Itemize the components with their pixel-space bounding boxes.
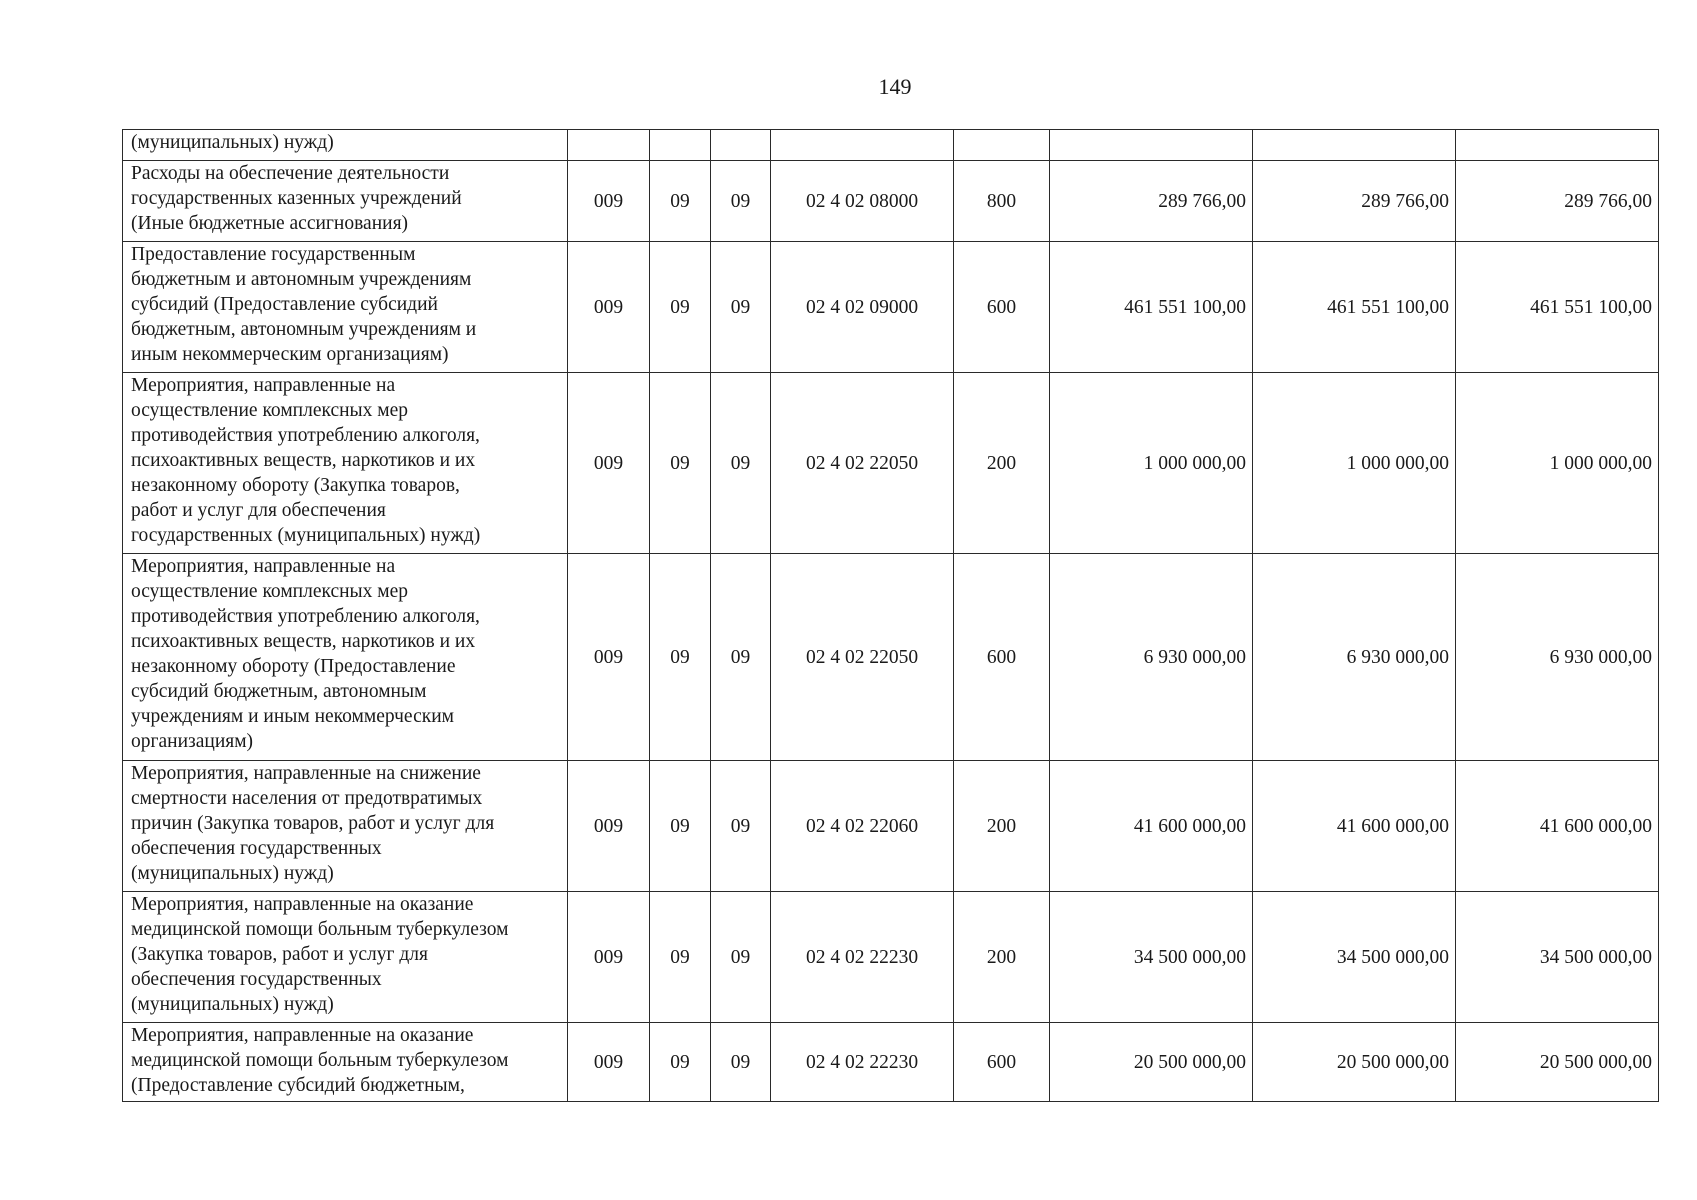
table-row bbox=[123, 892, 1659, 1023]
ministry-code: 009 bbox=[568, 242, 650, 373]
ministry-code-cell bbox=[568, 130, 650, 161]
amount-cell bbox=[1050, 130, 1253, 161]
expense-type-code: 600 bbox=[954, 242, 1050, 373]
table-row bbox=[123, 242, 1659, 373]
amount-year-1: 1 000 000,00 bbox=[1050, 373, 1253, 554]
expense-type-code: 800 bbox=[954, 161, 1050, 242]
subsection-code: 09 bbox=[711, 373, 771, 554]
amount-year-2: 289 766,00 bbox=[1253, 161, 1456, 242]
section-code: 09 bbox=[650, 242, 711, 373]
table-row bbox=[123, 373, 1659, 554]
target-article-code: 02 4 02 22050 bbox=[771, 373, 954, 554]
subsection-code: 09 bbox=[711, 161, 771, 242]
section-code: 09 bbox=[650, 554, 711, 761]
amount-year-2: 6 930 000,00 bbox=[1253, 554, 1456, 761]
expense-type-code: 200 bbox=[954, 373, 1050, 554]
table-row bbox=[123, 554, 1659, 761]
amount-year-2: 41 600 000,00 bbox=[1253, 761, 1456, 892]
ministry-code: 009 bbox=[568, 761, 650, 892]
subsection-code: 09 bbox=[711, 892, 771, 1023]
target-article-code: 02 4 02 22060 bbox=[771, 761, 954, 892]
row-description: Мероприятия, направленные на оказание медицинской помощи больным туберкулезом (Закупка товаров, работ и услуг для обеспечения государственных (муниципальных) нужд) bbox=[123, 892, 568, 1023]
amount-year-3: 1 000 000,00 bbox=[1456, 373, 1659, 554]
section-code: 09 bbox=[650, 761, 711, 892]
ministry-code: 009 bbox=[568, 161, 650, 242]
row-description: Мероприятия, направленные на осуществление комплексных мер противодействия употреблению алкоголя, психоактивных веществ, наркотиков и их незаконному обороту (Предоставление субсидий бюджетным, автономным учреждениям и иным некоммерческим организациям) bbox=[123, 554, 568, 761]
section-code: 09 bbox=[650, 1023, 711, 1102]
budget-expenditure-table bbox=[122, 129, 1659, 1102]
target-article-code: 02 4 02 09000 bbox=[771, 242, 954, 373]
expense-type-code: 600 bbox=[954, 554, 1050, 761]
amount-year-3: 6 930 000,00 bbox=[1456, 554, 1659, 761]
row-description: (муниципальных) нужд) bbox=[123, 130, 568, 161]
row-description: Мероприятия, направленные на снижение смертности населения от предотвратимых причин (Закупка товаров, работ и услуг для обеспечения государственных (муниципальных) нужд) bbox=[123, 761, 568, 892]
amount-year-1: 461 551 100,00 bbox=[1050, 242, 1253, 373]
target-article-code: 02 4 02 22230 bbox=[771, 1023, 954, 1102]
amount-year-1: 289 766,00 bbox=[1050, 161, 1253, 242]
expense-type-code: 200 bbox=[954, 761, 1050, 892]
expense-type-code: 600 bbox=[954, 1023, 1050, 1102]
ministry-code: 009 bbox=[568, 554, 650, 761]
row-description: Мероприятия, направленные на оказание медицинской помощи больным туберкулезом (Предоставление субсидий бюджетным, bbox=[123, 1023, 568, 1102]
row-description: Предоставление государственным бюджетным и автономным учреждениям субсидий (Предоставление субсидий бюджетным, автономным учреждениям и иным некоммерческим организациям) bbox=[123, 242, 568, 373]
section-code-cell bbox=[650, 130, 711, 161]
amount-cell bbox=[1253, 130, 1456, 161]
amount-year-1: 6 930 000,00 bbox=[1050, 554, 1253, 761]
amount-year-3: 20 500 000,00 bbox=[1456, 1023, 1659, 1102]
subsection-code: 09 bbox=[711, 761, 771, 892]
ministry-code: 009 bbox=[568, 373, 650, 554]
section-code: 09 bbox=[650, 161, 711, 242]
subsection-code: 09 bbox=[711, 554, 771, 761]
table-row bbox=[123, 1023, 1659, 1102]
amount-year-3: 461 551 100,00 bbox=[1456, 242, 1659, 373]
subsection-code-cell bbox=[711, 130, 771, 161]
amount-cell bbox=[1456, 130, 1659, 161]
amount-year-2: 1 000 000,00 bbox=[1253, 373, 1456, 554]
ministry-code: 009 bbox=[568, 892, 650, 1023]
row-description: Мероприятия, направленные на осуществление комплексных мер противодействия употреблению алкоголя, психоактивных веществ, наркотиков и их незаконному обороту (Закупка товаров, работ и услуг для обеспечения государственных (муниципальных) нужд) bbox=[123, 373, 568, 554]
target-article-code: 02 4 02 08000 bbox=[771, 161, 954, 242]
section-code: 09 bbox=[650, 892, 711, 1023]
subsection-code: 09 bbox=[711, 1023, 771, 1102]
amount-year-3: 41 600 000,00 bbox=[1456, 761, 1659, 892]
table-row bbox=[123, 761, 1659, 892]
ministry-code: 009 bbox=[568, 1023, 650, 1102]
target-article-code: 02 4 02 22230 bbox=[771, 892, 954, 1023]
amount-year-1: 20 500 000,00 bbox=[1050, 1023, 1253, 1102]
amount-year-1: 34 500 000,00 bbox=[1050, 892, 1253, 1023]
amount-year-3: 289 766,00 bbox=[1456, 161, 1659, 242]
amount-year-2: 461 551 100,00 bbox=[1253, 242, 1456, 373]
expense-type-code: 200 bbox=[954, 892, 1050, 1023]
table-row-continued bbox=[123, 130, 1659, 161]
target-article-code: 02 4 02 22050 bbox=[771, 554, 954, 761]
amount-year-3: 34 500 000,00 bbox=[1456, 892, 1659, 1023]
subsection-code: 09 bbox=[711, 242, 771, 373]
target-article-cell bbox=[771, 130, 954, 161]
section-code: 09 bbox=[650, 373, 711, 554]
expense-type-cell bbox=[954, 130, 1050, 161]
amount-year-2: 20 500 000,00 bbox=[1253, 1023, 1456, 1102]
amount-year-2: 34 500 000,00 bbox=[1253, 892, 1456, 1023]
page-number: 149 bbox=[878, 74, 912, 99]
amount-year-1: 41 600 000,00 bbox=[1050, 761, 1253, 892]
table-row bbox=[123, 161, 1659, 242]
row-description: Расходы на обеспечение деятельности государственных казенных учреждений (Иные бюджетные ассигнования) bbox=[123, 161, 568, 242]
